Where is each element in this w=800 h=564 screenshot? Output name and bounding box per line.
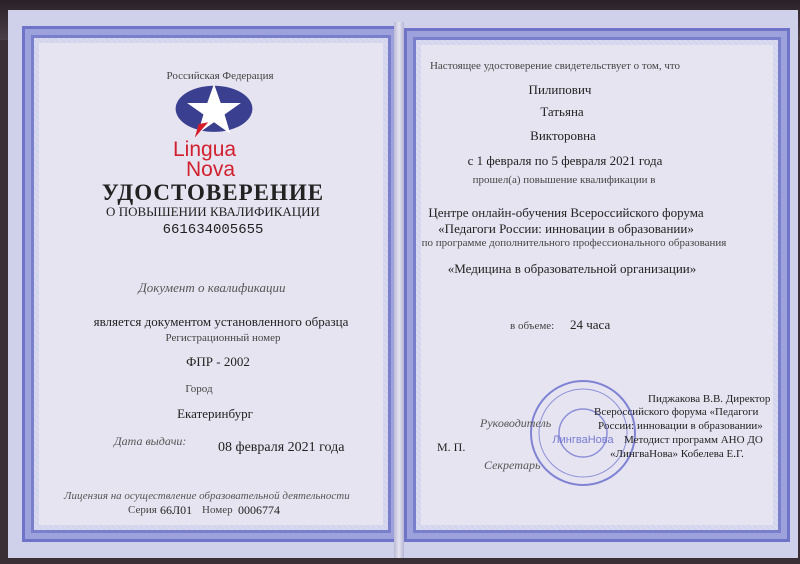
training-period: с 1 февраля по 5 февраля 2021 года xyxy=(467,153,663,168)
standard-text: является документом установленного образца xyxy=(93,314,349,329)
volume-label: в объеме: xyxy=(510,320,555,332)
head-line-2: Всероссийского форума «Педагоги xyxy=(594,406,759,418)
certificate-title: УДОСТОВЕРЕНИЕ xyxy=(101,180,325,205)
page-fold xyxy=(394,22,404,558)
head-line-4: Методист программ АНО ДО xyxy=(624,434,763,446)
program-name: «Медицина в образовательной организации» xyxy=(447,261,697,276)
license-series-label: Серия xyxy=(128,504,157,516)
registration-label: Регистрационный номер xyxy=(165,332,281,344)
volume-value: 24 часа xyxy=(570,317,611,332)
certify-text: Настоящее удостоверение свидетельствует о том, что xyxy=(429,60,681,72)
certificate-number: 661634005655 xyxy=(162,222,264,238)
city: Екатеринбург xyxy=(177,406,253,421)
certificate-document xyxy=(8,10,798,558)
city-label: Город xyxy=(185,383,213,395)
secretary-label: Секретарь xyxy=(484,458,541,472)
document-label: Документ о квалификации xyxy=(138,280,286,295)
license-series: 66Л01 xyxy=(160,503,193,517)
country-label: Российская Федерация xyxy=(166,70,274,82)
logo-text-nova: Nova xyxy=(186,158,236,181)
stamp-text: ЛингваНова xyxy=(552,434,614,446)
center-line-2: «Педагоги России: инновации в образовании» xyxy=(438,221,694,236)
license-number: 0006774 xyxy=(238,503,280,517)
center-line-1: Центре онлайн-обучения Всероссийского форума xyxy=(428,205,704,220)
issue-date: 08 февраля 2021 года xyxy=(218,440,345,455)
registration-number: ФПР - 2002 xyxy=(186,354,250,369)
seal-mark: М. П. xyxy=(437,440,466,454)
head-line-1: Пиджакова В.В. Директор xyxy=(648,393,771,405)
license-number-label: Номер xyxy=(202,504,233,516)
official-stamp xyxy=(528,378,638,488)
head-line-3: России: инновации в образовании» xyxy=(598,420,763,432)
issue-date-label: Дата выдачи: xyxy=(114,434,187,448)
license-label: Лицензия на осуществление образовательной деятельности xyxy=(64,490,350,502)
head-label: Руководитель xyxy=(480,416,552,430)
passed-text: прошел(а) повышение квалификации в xyxy=(472,174,656,186)
program-label: по программе дополнительного профессионального образования xyxy=(421,237,727,249)
surname: Пилипович xyxy=(528,82,592,97)
logo-text-lingua: Lingua xyxy=(173,138,237,161)
first-name: Татьяна xyxy=(540,104,584,119)
head-line-5: «ЛингваНова» Кобелева Е.Г. xyxy=(610,448,744,460)
certificate-subtitle: О ПОВЫШЕНИИ КВАЛИФИКАЦИИ xyxy=(106,204,320,219)
patronymic: Викторовна xyxy=(530,128,596,143)
